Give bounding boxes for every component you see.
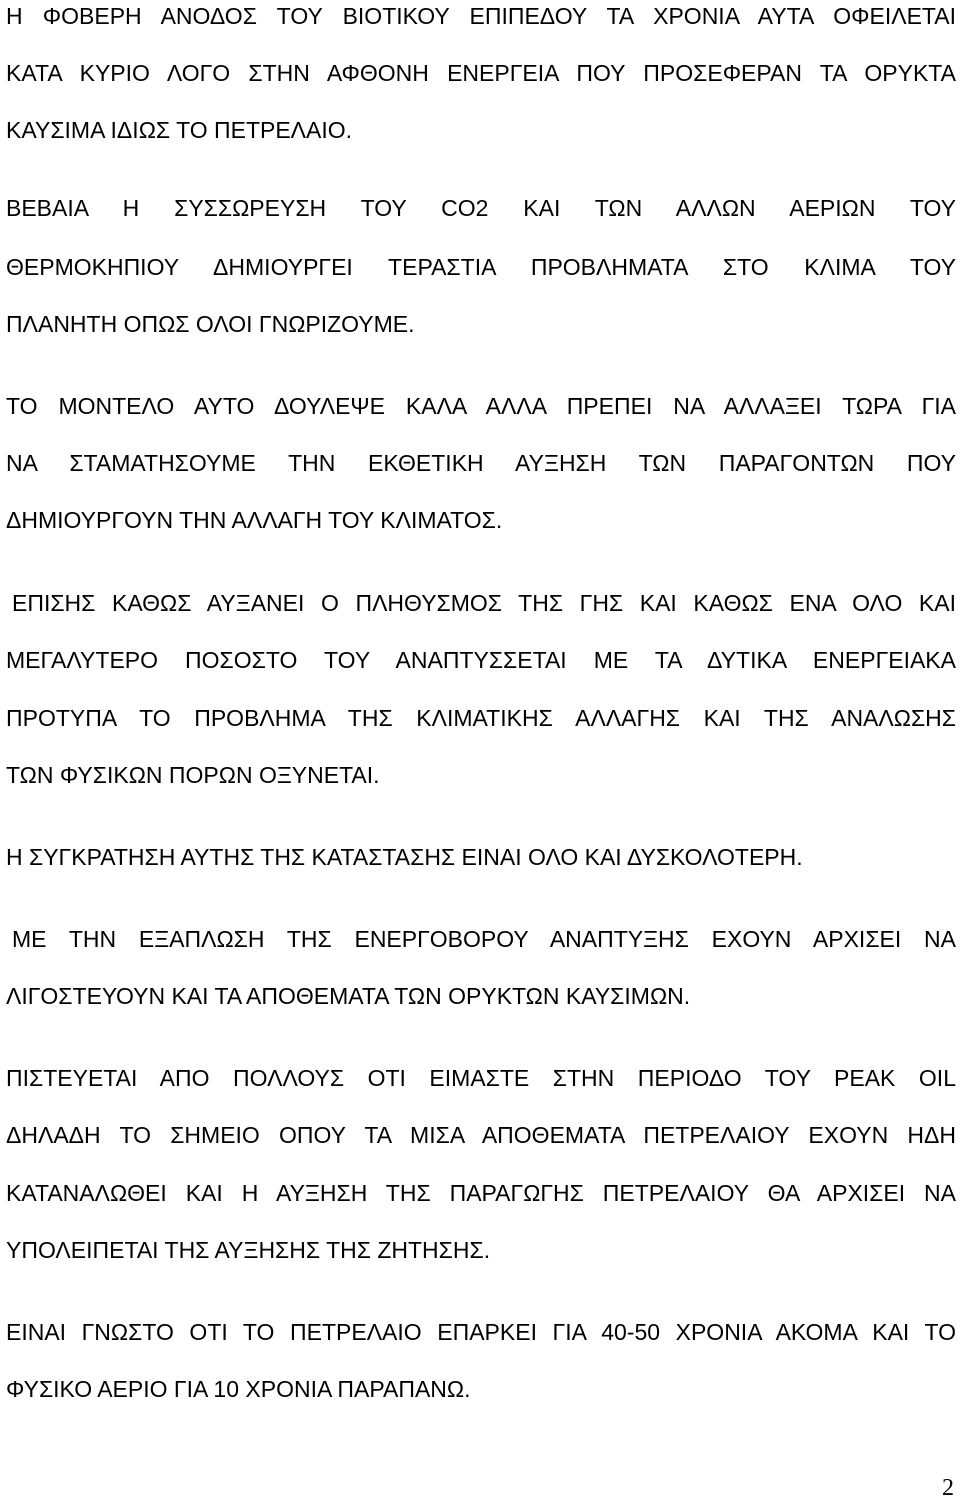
paragraph-7-line-3: ΚΑΤΑΝΑΛΩΘΕΙ ΚΑΙ Η ΑΥΞΗΣΗ ΤΗΣ ΠΑΡΑΓΩΓΗΣ ΠΕΤΡΕΛΑΙΟΥ ΘΑ ΑΡΧΙΣΕΙ ΝΑ — [6, 1180, 956, 1206]
paragraph-4-line-3: ΠΡΟΤΥΠΑ ΤΟ ΠΡΟΒΛΗΜΑ ΤΗΣ ΚΛΙΜΑΤΙΚΗΣ ΑΛΛΑΓΗΣ ΚΑΙ ΤΗΣ ΑΝΑΛΩΣΗΣ — [6, 705, 956, 731]
paragraph-3-line-2: ΝΑ ΣΤΑΜΑΤΗΣΟΥΜΕ ΤΗΝ ΕΚΘΕΤΙΚΗ ΑΥΞΗΣΗ ΤΩΝ ΠΑΡΑΓΟΝΤΩΝ ΠΟΥ — [6, 450, 956, 476]
paragraph-7-line-4: ΥΠΟΛΕΙΠΕΤΑΙ ΤΗΣ ΑΥΞΗΣΗΣ ΤΗΣ ΖΗΤΗΣΗΣ. — [6, 1237, 491, 1263]
paragraph-2-line-2: ΘΕΡΜΟΚΗΠΙΟΥ ΔΗΜΙΟΥΡΓΕΙ ΤΕΡΑΣΤΙΑ ΠΡΟΒΛΗΜΑΤΑ ΣΤΟ ΚΛΙΜΑ ΤΟΥ — [6, 254, 956, 280]
paragraph-5-line-1: Η ΣΥΓΚΡΑΤΗΣΗ ΑΥΤΗΣ ΤΗΣ ΚΑΤΑΣΤΑΣΗΣ ΕΙΝΑΙ ΟΛΟ ΚΑΙ ΔΥΣΚΟΛΟΤΕΡΗ. — [6, 844, 803, 870]
paragraph-4-line-4: ΤΩΝ ΦΥΣΙΚΩΝ ΠΟΡΩΝ ΟΞΥΝΕΤΑΙ. — [6, 762, 380, 788]
page-number: 2 — [942, 1475, 954, 1501]
paragraph-6-line-2: ΛΙΓΟΣΤΕΥΟΥΝ ΚΑΙ ΤΑ ΑΠΟΘΕΜΑΤΑ ΤΩΝ ΟΡΥΚΤΩΝ ΚΑΥΣΙΜΩΝ. — [6, 983, 691, 1009]
paragraph-4-line-2: ΜΕΓΑΛΥΤΕΡΟ ΠΟΣΟΣΤΟ ΤΟΥ ΑΝΑΠΤΥΣΣΕΤΑΙ ΜΕ ΤΑ ΔΥΤΙΚΑ ΕΝΕΡΓΕΙΑΚΑ — [6, 647, 956, 673]
paragraph-8-line-2: ΦΥΣΙΚΟ ΑΕΡΙΟ ΓΙΑ 10 ΧΡΟΝΙΑ ΠΑΡΑΠΑΝΩ. — [6, 1376, 471, 1402]
paragraph-1-line-3: ΚΑΥΣΙΜΑ ΙΔΙΩΣ ΤΟ ΠΕΤΡΕΛΑΙΟ. — [6, 117, 353, 143]
paragraph-3-line-1: ΤΟ ΜΟΝΤΕΛΟ ΑΥΤΟ ΔΟΥΛΕΨΕ ΚΑΛΑ ΑΛΛΑ ΠΡΕΠΕΙ ΝΑ ΑΛΛΑΞΕΙ ΤΩΡΑ ΓΙΑ — [6, 393, 956, 419]
paragraph-8-line-1: ΕΙΝΑΙ ΓΝΩΣΤΟ ΟΤΙ ΤΟ ΠΕΤΡΕΛΑΙΟ ΕΠΑΡΚΕΙ ΓΙΑ 40-50 ΧΡΟΝΙΑ ΑΚΟΜΑ ΚΑΙ ΤΟ — [6, 1319, 956, 1345]
paragraph-1-line-2: ΚΑΤΑ ΚΥΡΙΟ ΛΟΓΟ ΣΤΗΝ ΑΦΘΟΝΗ ΕΝΕΡΓΕΙΑ ΠΟΥ ΠΡΟΣΕΦΕΡΑΝ ΤΑ ΟΡΥΚΤΑ — [6, 60, 956, 86]
paragraph-7-line-2: ΔΗΛΑΔΗ ΤΟ ΣΗΜΕΙΟ ΟΠΟΥ ΤΑ ΜΙΣΑ ΑΠΟΘΕΜΑΤΑ ΠΕΤΡΕΛΑΙΟΥ ΕΧΟΥΝ ΗΔΗ — [6, 1122, 956, 1148]
paragraph-4-line-1: ΕΠΙΣΗΣ ΚΑΘΩΣ ΑΥΞΑΝΕΙ Ο ΠΛΗΘΥΣΜΟΣ ΤΗΣ ΓΗΣ ΚΑΙ ΚΑΘΩΣ ΕΝΑ ΟΛΟ ΚΑΙ — [12, 590, 956, 616]
paragraph-3-line-3: ΔΗΜΙΟΥΡΓΟΥΝ ΤΗΝ ΑΛΛΑΓΗ ΤΟΥ ΚΛΙΜΑΤΟΣ. — [6, 507, 503, 533]
paragraph-6-line-1: ΜΕ ΤΗΝ ΕΞΑΠΛΩΣΗ ΤΗΣ ΕΝΕΡΓΟΒΟΡΟΥ ΑΝΑΠΤΥΞΗΣ ΕΧΟΥΝ ΑΡΧΙΣΕΙ ΝΑ — [12, 926, 956, 952]
paragraph-2-line-3: ΠΛΑΝΗΤΗ ΟΠΩΣ ΟΛΟΙ ΓΝΩΡΙΖΟΥΜΕ. — [6, 311, 415, 337]
paragraph-7-line-1: ΠΙΣΤΕΥΕΤΑΙ ΑΠΟ ΠΟΛΛΟΥΣ ΟΤΙ ΕΙΜΑΣΤΕ ΣΤΗΝ ΠΕΡΙΟΔΟ ΤΟΥ PEAK OIL — [6, 1065, 956, 1091]
paragraph-2-line-1: ΒΕΒΑΙΑ Η ΣΥΣΣΩΡΕΥΣΗ ΤΟΥ CO2 ΚΑΙ ΤΩΝ ΑΛΛΩΝ ΑΕΡΙΩΝ ΤΟΥ — [6, 195, 956, 221]
paragraph-1-line-1: Η ΦΟΒΕΡΗ ΑΝΟΔΟΣ ΤΟΥ ΒΙΟΤΙΚΟΥ ΕΠΙΠΕΔΟΥ ΤΑ ΧΡΟΝΙΑ ΑΥΤΑ ΟΦΕΙΛΕΤΑΙ — [6, 3, 956, 29]
